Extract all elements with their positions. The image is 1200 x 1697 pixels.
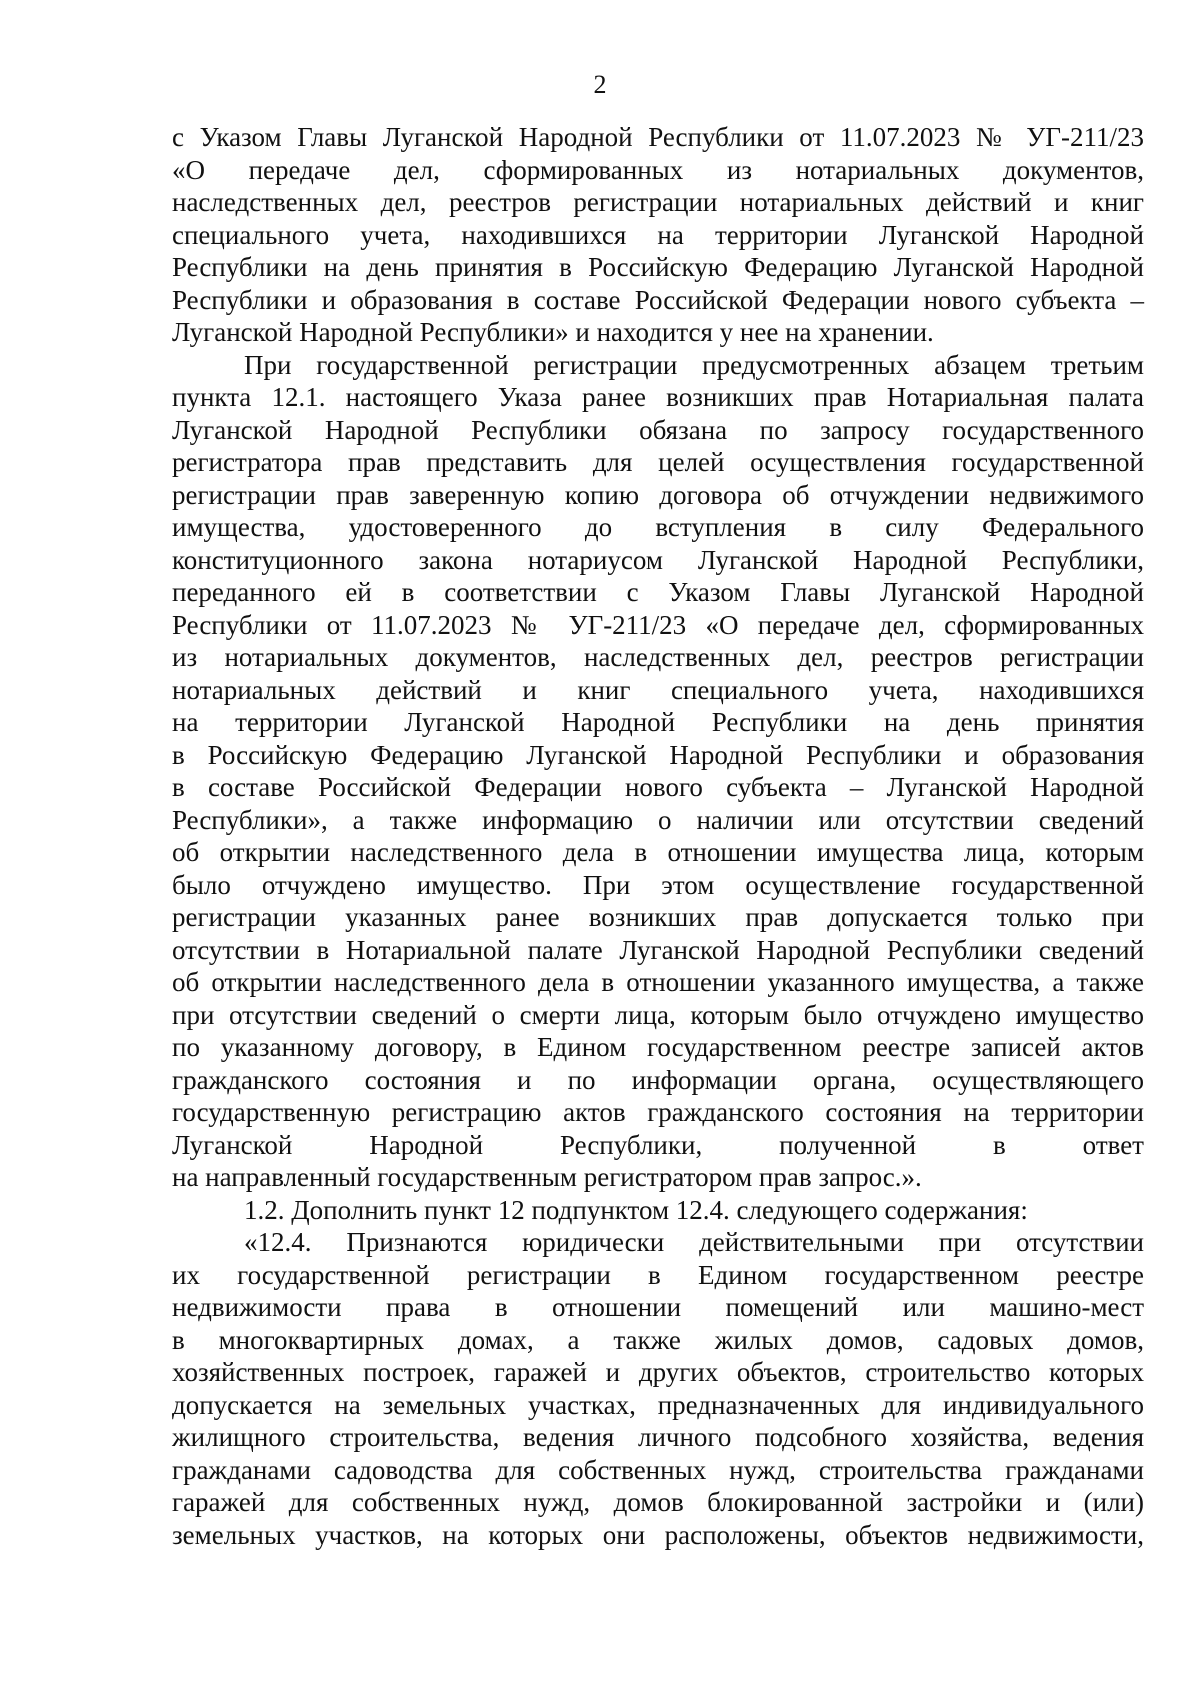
text-line: по указанному договору, в Едином государственном реестре записей актов (172, 1032, 1144, 1062)
text-line: об открытии наследственного дела в отношении указанного имущества, а также (172, 967, 1144, 997)
text-line: в составе Российской Федерации нового субъекта – Луганской Народной (172, 772, 1144, 802)
text-line: на территории Луганской Народной Республики на день принятия (172, 707, 1144, 737)
text-line: в многоквартирных домах, а также жилых домов, садовых домов, (172, 1324, 1144, 1355)
text-line: жилищного строительства, ведения личного подсобного хозяйства, ведения (172, 1422, 1144, 1452)
text-line: регистратора прав представить для целей осуществления государственной (172, 447, 1144, 477)
page-number: 2 (593, 70, 607, 99)
text-line: из нотариальных документов, наследственных дел, реестров регистрации (172, 642, 1144, 672)
text-line: При государственной регистрации предусмотренных абзацем третьим (244, 349, 1144, 380)
text-line: пункта 12.1. настоящего Указа ранее возникших прав Нотариальная палата (172, 382, 1144, 412)
text-line: хозяйственных построек, гаражей и других объектов, строительство которых (172, 1357, 1144, 1387)
text-line: Республики», а также информацию о наличии или отсутствии сведений (172, 804, 1144, 835)
text-line: «О передаче дел, сформированных из нотариальных документов, (172, 154, 1144, 185)
text-line: 1.2. Дополнить пункт 12 подпунктом 12.4. следующего содержания: (244, 1194, 1028, 1225)
paragraph (172, 121, 1144, 349)
text-line: гаражей для собственных нужд, домов блокированной застройки и (или) (172, 1487, 1144, 1517)
text-line: регистрации прав заверенную копию договора об отчуждении недвижимого (172, 479, 1144, 510)
text-line: имущества, удостоверенного до вступления в силу Федерального (172, 512, 1144, 542)
text-line: переданного ей в соответствии с Указом Главы Луганской Народной (172, 577, 1144, 607)
text-line: гражданами садоводства для собственных нужд, строительства гражданами (172, 1454, 1144, 1485)
text-line: Республики от 11.07.2023 № УГ-211/23 «О передаче дел, сформированных (172, 609, 1144, 640)
text-line: на направленный государственным регистратором прав запрос.». (172, 1162, 922, 1192)
text-line: наследственных дел, реестров регистрации нотариальных действий и книг (172, 187, 1144, 217)
text-line: Республики на день принятия в Российскую Федерацию Луганской Народной (172, 252, 1144, 282)
paragraph (172, 1226, 1144, 1551)
text-line: специального учета, находившихся на территории Луганской Народной (172, 219, 1144, 250)
text-line: государственную регистрацию актов гражданского состояния на территории (172, 1097, 1144, 1127)
text-line: «12.4. Признаются юридически действительными при отсутствии (244, 1227, 1144, 1257)
text-line: регистрации указанных ранее возникших прав допускается только при (172, 902, 1144, 932)
paragraph (172, 1194, 1144, 1227)
document-body (172, 121, 1144, 1551)
text-line: Луганской Народной Республики» и находится у нее на хранении. (172, 317, 934, 347)
text-line: конституционного закона нотариусом Луганской Народной Республики, (172, 544, 1144, 575)
text-line: недвижимости права в отношении помещений или машино-мест (172, 1292, 1144, 1322)
text-line: было отчуждено имущество. При этом осуществление государственной (172, 869, 1144, 900)
text-line: отсутствии в Нотариальной палате Луганской Народной Республики сведений (172, 934, 1144, 965)
text-line: Луганской Народной Республики обязана по запросу государственного (172, 414, 1144, 445)
paragraph (172, 349, 1144, 1194)
text-line: в Российскую Федерацию Луганской Народной Республики и образования (172, 739, 1144, 770)
text-line: при отсутствии сведений о смерти лица, которым было отчуждено имущество (172, 999, 1144, 1030)
text-line: с Указом Главы Луганской Народной Республики от 11.07.2023 № УГ-211/23 (172, 122, 1144, 152)
text-line: допускается на земельных участках, предназначенных для индивидуального (172, 1389, 1144, 1420)
text-line: нотариальных действий и книг специального учета, находившихся (172, 674, 1144, 705)
text-line: их государственной регистрации в Едином государственном реестре (172, 1259, 1144, 1290)
text-line: земельных участков, на которых они расположены, объектов недвижимости, (172, 1519, 1144, 1550)
text-line: об открытии наследственного дела в отношении имущества лица, которым (172, 837, 1144, 867)
text-line: гражданского состояния и по информации органа, осуществляющего (172, 1064, 1144, 1095)
text-line: Республики и образования в составе Российской Федерации нового субъекта – (172, 284, 1144, 315)
text-line: Луганской Народной Республики, полученной в ответ (172, 1129, 1144, 1160)
